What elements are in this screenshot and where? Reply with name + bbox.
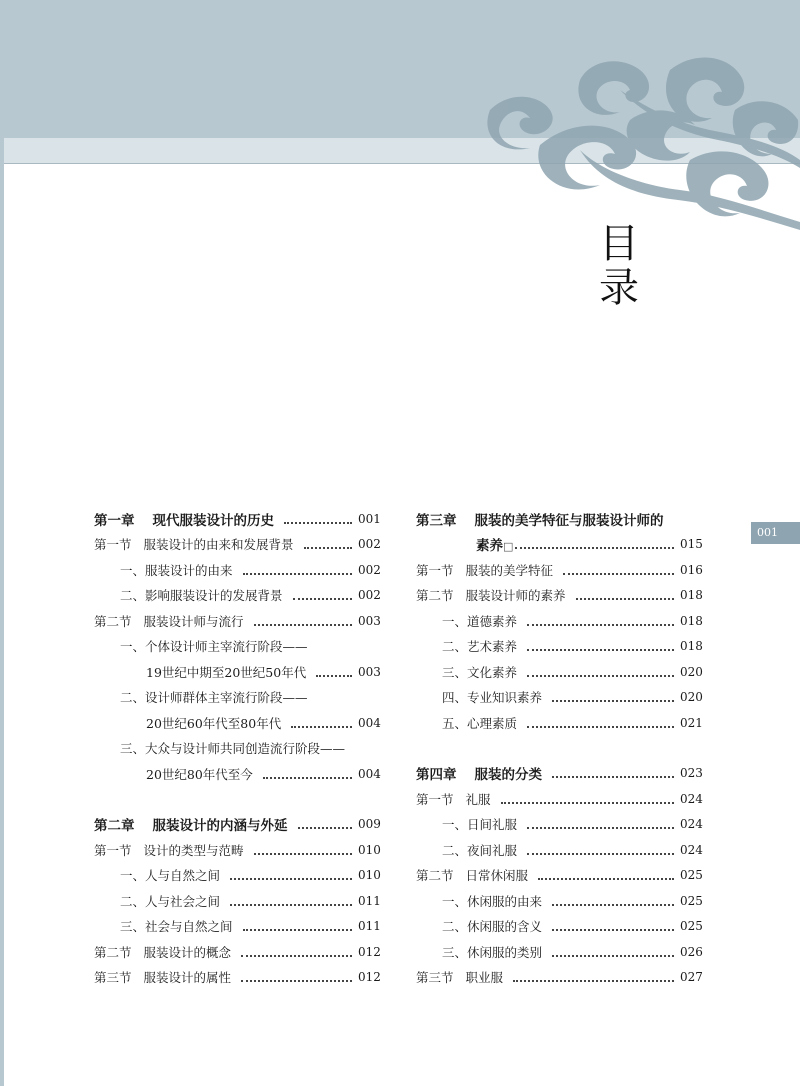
page-number: 020 <box>680 664 703 679</box>
item-title: 二、艺术素养 <box>442 639 518 655</box>
page-number: 025 <box>680 868 703 883</box>
chapter-title: 服装的分类 <box>474 767 542 784</box>
section-number: 第一节 <box>416 562 454 578</box>
dot-leader <box>552 762 674 778</box>
toc-section-row[interactable] <box>416 786 702 812</box>
dot-leader <box>243 559 352 575</box>
toc-section-row[interactable] <box>416 583 702 609</box>
toc-item-continuation-row[interactable] <box>94 659 380 685</box>
section-number: 第三节 <box>94 970 132 986</box>
item-title: 一、休闲服的由来 <box>442 893 543 909</box>
toc-item-row[interactable] <box>416 634 702 660</box>
item-title: 一、人与自然之间 <box>120 868 221 884</box>
item-title: 三、文化素养 <box>442 664 518 680</box>
page-number: 011 <box>358 919 381 934</box>
page-number: 024 <box>680 817 703 832</box>
section-number: 第一节 <box>416 791 454 807</box>
toc-item-row[interactable] <box>416 710 702 736</box>
item-title: 五、心理素质 <box>442 715 518 731</box>
page-number: 001 <box>358 511 381 526</box>
toc-item-continuation-row[interactable] <box>94 710 380 736</box>
toc-item-row[interactable] <box>94 685 380 711</box>
toc-chapter-continuation-row[interactable] <box>416 532 702 558</box>
toc-item-row[interactable] <box>416 914 702 940</box>
page-number: 016 <box>680 562 703 577</box>
toc-section-row[interactable] <box>94 608 380 634</box>
toc-item-row[interactable] <box>94 914 380 940</box>
toc-item-row[interactable] <box>94 888 380 914</box>
page-number: 025 <box>680 893 703 908</box>
toc-item-row[interactable] <box>416 837 702 863</box>
item-title-continuation: 20世纪80年代至今 <box>146 766 253 782</box>
page-number: 002 <box>358 537 381 552</box>
section-title: 服装设计师与流行 <box>143 613 244 629</box>
section-title: 服装设计师的素养 <box>465 588 566 604</box>
page-number: 012 <box>358 970 381 985</box>
dot-leader <box>263 763 352 779</box>
page-number: 002 <box>358 588 381 603</box>
toc-item-row[interactable] <box>416 685 702 711</box>
page-number-tab: 001 <box>751 522 800 544</box>
section-title: 服装设计的概念 <box>143 944 232 960</box>
toc-item-row[interactable] <box>94 634 380 660</box>
page-number: 024 <box>680 791 703 806</box>
dot-leader <box>527 635 674 651</box>
section-title: 设计的类型与范畴 <box>143 842 244 858</box>
section-title: 服装设计的由来和发展背景 <box>143 537 294 553</box>
page-number: 009 <box>358 817 381 832</box>
dot-leader <box>501 788 674 804</box>
toc-item-continuation-row[interactable] <box>94 761 380 787</box>
toc-item-row[interactable] <box>94 736 380 762</box>
dot-leader <box>515 533 674 549</box>
toc-section-row[interactable] <box>94 837 380 863</box>
title-char-1: 目 <box>599 221 639 267</box>
toc-item-row[interactable] <box>94 557 380 583</box>
dot-leader <box>241 941 352 957</box>
dot-leader <box>284 508 352 524</box>
section-number: 第二节 <box>94 613 132 629</box>
page-number: 018 <box>680 639 703 654</box>
toc-item-row[interactable] <box>416 939 702 965</box>
item-title-continuation: 19世纪中期至20世纪50年代 <box>146 664 307 680</box>
toc-item-row[interactable] <box>416 888 702 914</box>
toc-item-row[interactable] <box>416 659 702 685</box>
chapter-number: 第一章 <box>94 512 135 529</box>
dot-leader <box>316 661 352 677</box>
dot-leader <box>304 533 352 549</box>
dot-leader <box>527 661 674 677</box>
dot-leader <box>527 610 674 626</box>
item-title: 一、日间礼服 <box>442 817 518 833</box>
page-number: 018 <box>680 613 703 628</box>
page-title <box>596 222 642 310</box>
toc-item-row[interactable] <box>94 583 380 609</box>
chapter-number: 第四章 <box>416 767 457 784</box>
item-title: 二、夜间礼服 <box>442 842 518 858</box>
item-title: 一、个体设计师主宰流行阶段—— <box>120 639 308 655</box>
section-number: 第三节 <box>416 970 454 986</box>
page-number: 023 <box>680 766 703 781</box>
toc-section-row[interactable] <box>416 965 702 991</box>
page-number: 010 <box>358 842 381 857</box>
item-title: 一、道德素养 <box>442 613 518 629</box>
section-title: 服装设计的属性 <box>143 970 232 986</box>
dot-leader <box>293 584 352 600</box>
dot-leader <box>298 813 353 829</box>
dot-leader <box>552 890 674 906</box>
toc-section-row[interactable] <box>94 532 380 558</box>
chapter-title: 现代服装设计的历史 <box>152 512 274 529</box>
toc-section-row[interactable] <box>94 939 380 965</box>
toc-item-row[interactable] <box>416 812 702 838</box>
dot-leader <box>527 813 674 829</box>
page-number: 015 <box>680 537 703 552</box>
page-number: 021 <box>680 715 703 730</box>
item-title: 二、休闲服的含义 <box>442 919 543 935</box>
section-title: 职业服 <box>465 970 504 986</box>
toc-item-row[interactable] <box>94 863 380 889</box>
page-number: 020 <box>680 690 703 705</box>
square-glyph-icon: □ <box>503 540 514 554</box>
toc-section-row[interactable] <box>94 965 380 991</box>
toc-right-column <box>416 506 702 990</box>
toc-chapter-row[interactable] <box>416 506 702 532</box>
page-number: 003 <box>358 613 381 628</box>
left-edge-bar <box>0 138 4 1086</box>
dot-leader <box>527 839 674 855</box>
dot-leader <box>576 584 674 600</box>
page-number: 024 <box>680 842 703 857</box>
dot-leader <box>291 712 352 728</box>
dot-leader <box>538 864 674 880</box>
page-number: 002 <box>358 562 381 577</box>
toc-chapter-row[interactable] <box>416 761 702 787</box>
item-title: 四、专业知识素养 <box>442 690 543 706</box>
page-number: 010 <box>358 868 381 883</box>
item-title: 三、休闲服的类别 <box>442 944 543 960</box>
toc-section-row[interactable] <box>416 557 702 583</box>
section-number: 第二节 <box>416 588 454 604</box>
section-number: 第二节 <box>416 868 454 884</box>
dot-leader <box>254 839 352 855</box>
item-title: 二、人与社会之间 <box>120 893 221 909</box>
item-title: 三、大众与设计师共同创造流行阶段—— <box>120 741 346 757</box>
page-number: 004 <box>358 715 381 730</box>
chapter-title: 服装设计的内涵与外延 <box>152 818 288 835</box>
dot-leader <box>230 890 352 906</box>
section-title: 日常休闲服 <box>465 868 529 884</box>
page-number: 025 <box>680 919 703 934</box>
chapter-title: 服装的美学特征与服装设计师的 <box>474 512 664 529</box>
section-title: 服装的美学特征 <box>465 562 554 578</box>
item-title: 二、设计师群体主宰流行阶段—— <box>120 690 308 706</box>
toc-item-row[interactable] <box>416 608 702 634</box>
title-char-2: 录 <box>599 265 639 311</box>
page-number: 012 <box>358 944 381 959</box>
chapter-title-continuation: 素养 <box>476 538 503 555</box>
section-title: 礼服 <box>465 791 491 807</box>
item-title: 二、影响服装设计的发展背景 <box>120 588 283 604</box>
dot-leader <box>254 610 352 626</box>
page-number: 004 <box>358 766 381 781</box>
dot-leader <box>513 966 674 982</box>
chapter-number: 第三章 <box>416 512 457 529</box>
dot-leader <box>552 686 674 702</box>
page-number: 018 <box>680 588 703 603</box>
dot-leader <box>552 915 674 931</box>
toc-chapter-row[interactable] <box>94 812 380 838</box>
dot-leader <box>243 915 352 931</box>
chapter-number: 第二章 <box>94 818 135 835</box>
section-number: 第二节 <box>94 944 132 960</box>
item-title-continuation: 20世纪60年代至80年代 <box>146 715 282 731</box>
item-title: 一、服装设计的由来 <box>120 562 233 578</box>
page-number: 026 <box>680 944 703 959</box>
toc-left-column <box>94 506 380 990</box>
section-number: 第一节 <box>94 842 132 858</box>
dot-leader <box>563 559 674 575</box>
page-number: 027 <box>680 970 703 985</box>
dot-leader <box>230 864 352 880</box>
page-number: 003 <box>358 664 381 679</box>
toc-section-row[interactable] <box>416 863 702 889</box>
dot-leader <box>552 941 674 957</box>
section-number: 第一节 <box>94 537 132 553</box>
floral-ornament-icon <box>480 50 800 230</box>
dot-leader <box>241 966 352 982</box>
item-title: 三、社会与自然之间 <box>120 919 233 935</box>
page-number: 011 <box>358 893 381 908</box>
dot-leader <box>527 712 674 728</box>
toc-chapter-row[interactable] <box>94 506 380 532</box>
